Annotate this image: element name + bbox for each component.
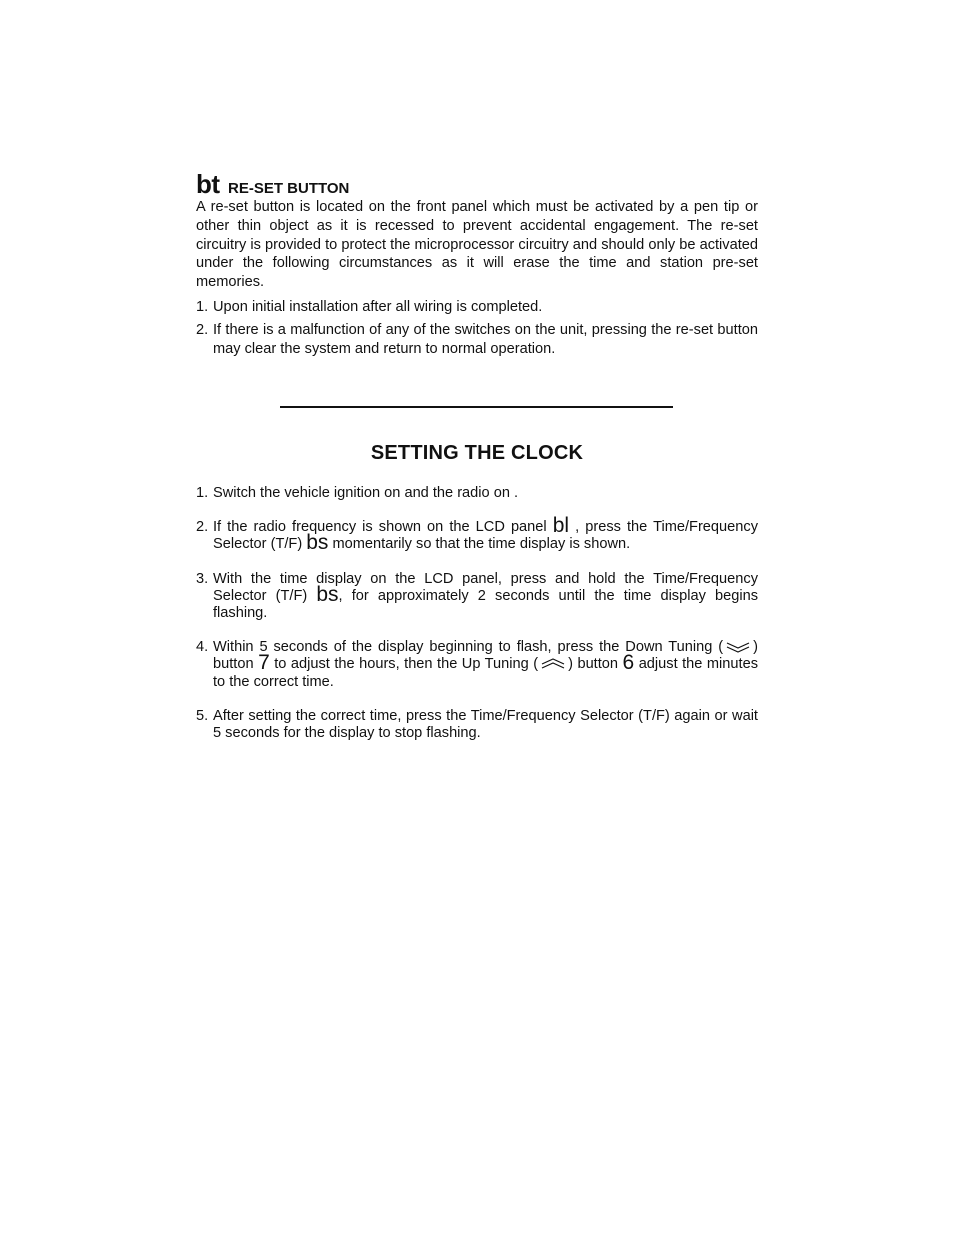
reset-description: A re-set button is located on the front panel which must be activated by a pen tip or other thin object as it is recessed to prevent accidental engagement. The re-set circuitry is provided to protect the microprocessor circuitry and should only be activated under the following circumstances as it will erase the time and station pre-set memories. — [196, 199, 758, 291]
list-item — [196, 485, 758, 502]
section-divider — [280, 406, 673, 408]
step-text: After setting the correct time, press the Time/Frequency Selector (T/F) again or wait 5 seconds for the display to stop flashing. — [213, 707, 758, 742]
step-text: momentarily so that the time display is shown. — [328, 536, 631, 553]
step-text: With the time display on the LCD panel, press and hold the Time/Frequency Selector (T/F) — [213, 570, 758, 604]
lcd-panel-ref: bl — [552, 514, 570, 538]
reset-section-title: RE-SET BUTTON — [228, 180, 350, 197]
step-text: adjust the minutes to the correct time. — [213, 656, 758, 690]
step-text: , for approximately 2 seconds until the time display begins flashing. — [213, 587, 758, 622]
reset-circumstances-list — [196, 298, 758, 358]
step-text: If the radio frequency is shown on the LCD panel — [213, 519, 553, 536]
step-number: 2. — [196, 519, 209, 536]
list-text: If there is a malfunction of any of the switches on the unit, pressing the re-set button may clear the system and return to normal operation. — [213, 321, 758, 357]
down-tuning-ref: 7 — [258, 651, 270, 675]
step-text: ) button — [568, 656, 623, 673]
up-tuning-ref: 6 — [622, 651, 635, 675]
step-text: to adjust the hours, then the Up Tuning ( — [269, 656, 539, 673]
step-number: 1. — [196, 485, 209, 501]
clock-steps-list — [196, 485, 758, 742]
step-text: Switch the vehicle ignition on and the radio on . — [213, 485, 519, 501]
reset-section-heading — [196, 169, 758, 199]
double-chevron-up-icon — [538, 657, 568, 671]
reset-ref-mark: bt — [196, 169, 220, 199]
step-number: 3. — [196, 570, 209, 587]
step-text: ) button — [213, 639, 758, 673]
tf-selector-ref: bs — [306, 531, 329, 555]
step-number: 5. — [196, 707, 209, 724]
clock-section-title: SETTING THE CLOCK — [370, 442, 584, 464]
list-item — [196, 298, 758, 317]
list-item — [196, 321, 758, 359]
list-item — [196, 514, 758, 555]
list-text: Upon initial installation after all wiring is completed. — [213, 299, 543, 315]
tf-selector-ref: bs — [316, 582, 339, 606]
list-item — [196, 708, 758, 742]
list-number: 1. — [196, 299, 209, 315]
list-item — [196, 571, 758, 623]
step-number: 4. — [196, 639, 209, 656]
step-text: , press the Time/Frequency Selector (T/F) — [213, 519, 758, 553]
list-number: 2. — [196, 321, 209, 338]
step-text: Within 5 seconds of the display beginning to flash, press the Down Tuning ( — [213, 639, 724, 656]
list-item — [196, 639, 758, 691]
double-chevron-down-icon — [723, 640, 753, 654]
